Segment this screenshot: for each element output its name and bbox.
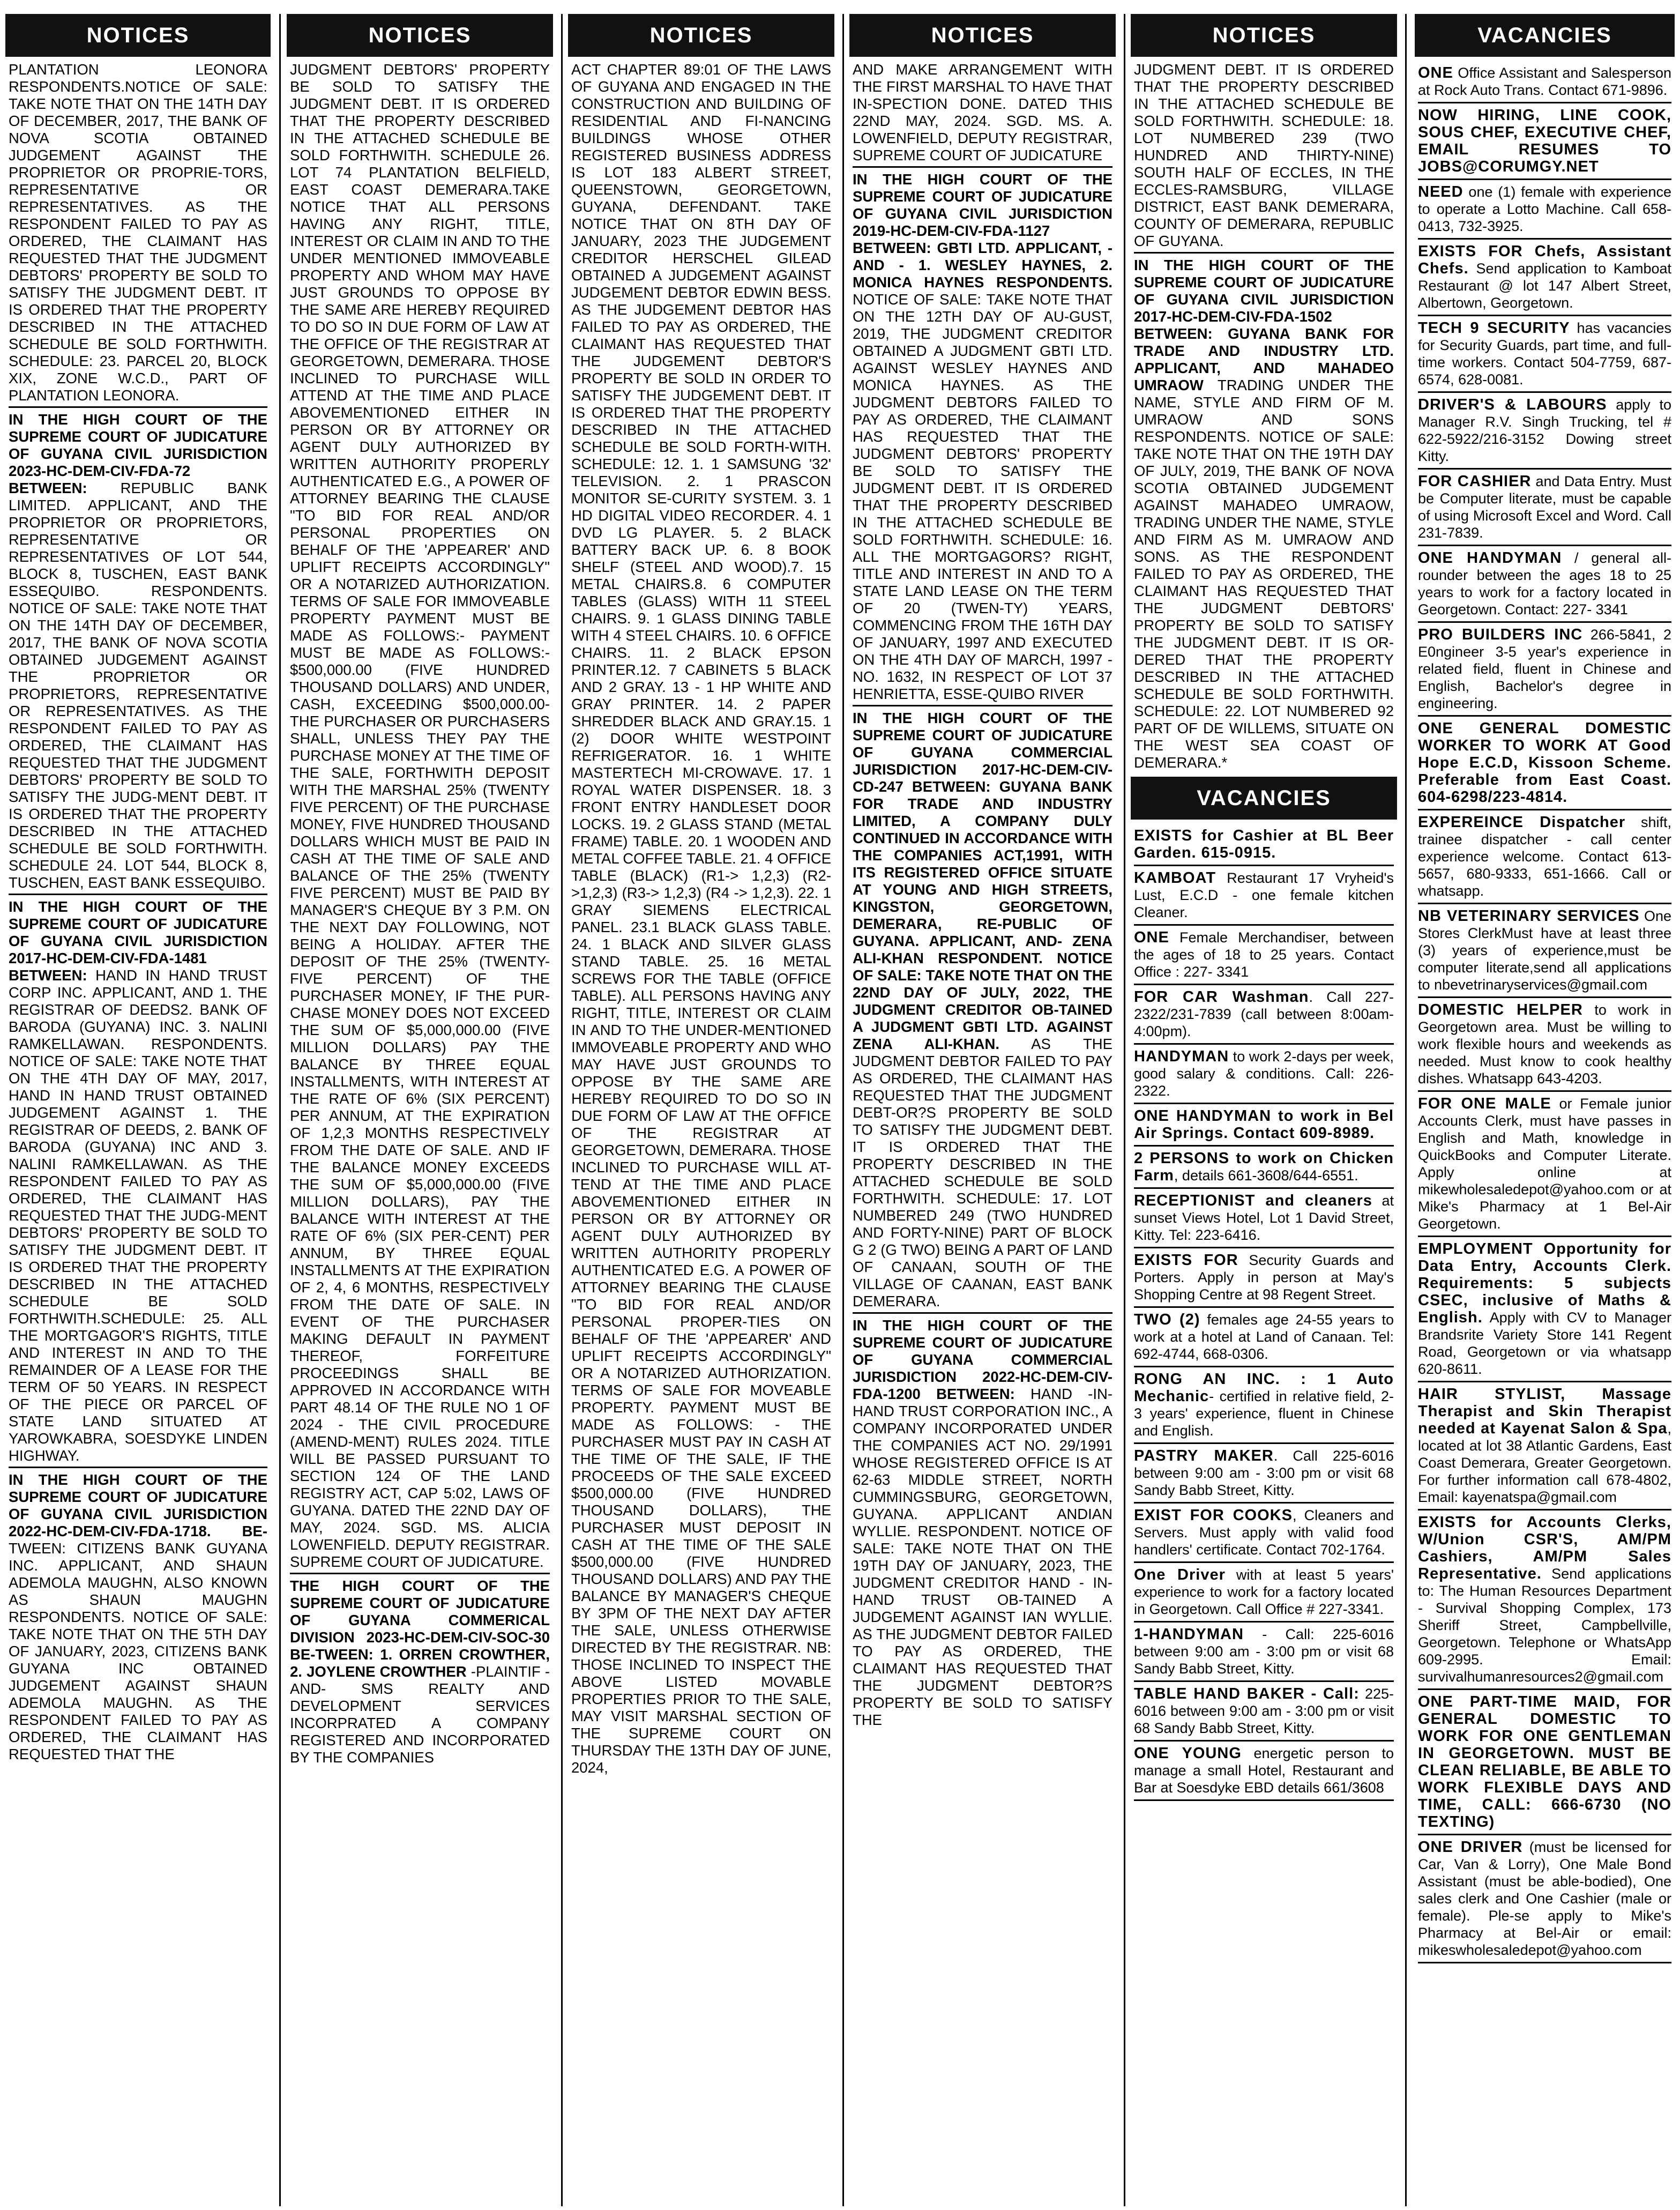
vacancy-ad-lead: EXISTS for Cashier at BL Beer Garden. 615-0915. xyxy=(1134,827,1394,861)
vacancy-ad-lead: ONE PART-TIME MAID, FOR GENERAL DOMESTIC TO WORK FOR ONE GENTLEMAN IN GEORGETOWN. MUST BE CLEAN RELIABLE, BE ABLE TO WORK FLEXIBLE DAYS AND TIME, CALL: 666-6730 (NO TEXTING) xyxy=(1418,1693,1671,1830)
court-notice-heading: THE HIGH COURT OF THE SUPREME COURT OF JUDICATURE OF GUYANA COMMERICAL DIVISION 2023-HC-DEM-CIV-SOC-30 BE-TWEEN: 1. ORREN CROWTHER, 2. JOYLENE CROWTHER xyxy=(290,1577,550,1680)
vacancy-ad xyxy=(1418,393,1671,470)
vacancy-ad-lead: 1-HANDYMAN xyxy=(1134,1626,1244,1643)
vacancy-ad xyxy=(1134,926,1394,985)
vacancy-ad xyxy=(1418,240,1671,316)
notice-text: AND MAKE ARRANGEMENT WITH THE FIRST MARSHAL TO HAVE THAT IN-SPECTION DONE. DATED THIS 22ND MAY, 2024. SGD. MS. A. LOWENFIELD, DEPUTY REGISTRAR, SUPREME COURT OF JUDICATURE xyxy=(853,61,1112,163)
vacancy-ad-body: , details 661-3608/644-6551. xyxy=(1174,1167,1358,1184)
vacancy-ad xyxy=(1418,103,1671,180)
notices-header: NOTICES xyxy=(1131,14,1397,57)
vacancy-ad-lead: ONE xyxy=(1418,64,1453,81)
court-notice-body: HAND -IN-HAND TRUST CORPORATION INC., A COMPANY INCORPORATED UNDER THE COMPANIES ACT NO. 29/1991 WHOSE REGISTERED OFFICE IS AT 62-63 MIDDLE STREET, NORTH CUMMINGSBURG, GEORGETOWN, GUYANA. APPLICANT ANDIAN WYLLIE. RESPONDENT. NOTICE OF SALE: TAKE NOTE THAT ON THE 19TH DAY OF JANUARY, 2023, THE JUDGMENT CREDITOR HAND - IN- HAND TRUST OB-TAINED A JUDGEMENT AGAINST IAN WYLLIE. AS THE JUDGMENT DEBTOR FAILED TO PAY AS ORDERED, THE CLAIMANT HAS REQUESTED THAT THE JUDGMENT DEBTOR?S PROPERTY BE SOLD TO SATISFY THE xyxy=(853,1386,1112,1728)
vacancy-ad-lead: RONG AN INC. : 1 Auto Mechanic xyxy=(1134,1371,1394,1405)
court-notice xyxy=(853,705,1112,1310)
vacancy-ad xyxy=(1418,717,1671,810)
vacancy-ad-lead: PRO BUILDERS INC xyxy=(1418,626,1583,643)
court-notice xyxy=(290,1573,550,1766)
vacancy-ad-body: shift, trainee dispatcher - call center experience welcome. Contact 613-5657, 680-9333, 651-1666. Call or whatsapp. xyxy=(1418,814,1671,899)
vacancy-ad xyxy=(1134,1623,1394,1682)
vacancy-ad-body: Send application to Kamboat Restaurant @ lot 147 Albert Street, Albertown, Georgetown. xyxy=(1418,261,1671,311)
vacancy-ad-body: females age 24-55 years to work at a hotel at Land of Canaan. Tel: 692-4744, 668-0306. xyxy=(1134,1312,1394,1362)
vacancy-ad-body: 225-6016 between 9:00 am - 3:00 pm or visit 68 Sandy Babb Street, Kitty. xyxy=(1134,1686,1394,1736)
vacancy-ad-lead: TWO (2) xyxy=(1134,1311,1200,1328)
vacancy-ad xyxy=(1418,1092,1671,1237)
vacancy-ad-lead: TABLE HAND BAKER - Call: xyxy=(1134,1685,1360,1702)
vacancies-header: VACANCIES xyxy=(1415,14,1675,57)
court-notice-heading: IN THE HIGH COURT OF THE SUPREME COURT OF JUDICATURE OF GUYANA CIVIL JURISDICTION 2017-HC-DEM-CIV-FDA-1502 BETWEEN: GUYANA BANK FOR TRADE AND INDUSTRY LTD. APPLICANT, AND MAHADEO UMRAOW xyxy=(1134,257,1394,393)
vacancy-ad-lead: EXISTS for Accounts Clerks, W/Union CSR'S, AM/PM Cashiers, AM/PM Sales Representative. xyxy=(1418,1514,1671,1582)
notice-text: JUDGMENT DEBT. IT IS ORDERED THAT THE PROPERTY DESCRIBED IN THE ATTACHED SCHEDULE BE SOLD FORTHWITH. SCHEDULE: 18. LOT NUMBERED 239 (TWO HUNDRED AND THIRTY-NINE) SOUTH HALF OF ECCLES, IN THE ECCLES-RAMSBURG, VILLAGE DISTRICT, EAST BANK DEMERARA, COUNTY OF DEMERARA, REPUBLIC OF GUYANA. xyxy=(1134,61,1394,249)
vacancy-ad-body: Office Assistant and Salesperson at Rock Auto Trans. Contact 671-9896. xyxy=(1418,65,1671,98)
vacancy-ad-lead: FOR ONE MALE xyxy=(1418,1095,1551,1112)
vacancy-ad xyxy=(1418,1835,1671,1963)
vacancy-ad-body: energetic person to manage a small Hotel, Restaurant and Bar at Soesdyke EBD details 661/3608 xyxy=(1134,1745,1394,1796)
court-notice-body: AS THE JUDGMENT DEBTOR FAILED TO PAY AS ORDERED, THE CLAIMANT HAS REQUESTED THAT THE JUDGMENT DEBT-OR?S PROPERTY BE SOLD TO SATISFY THE JUDGMENT DEBT. IT IS ORDERED THAT THE PROPERTY DESCRIBED IN THE ATTACHED SCHEDULE BE SOLD FORTHWITH. SCHEDULE: 17. LOT NUMBERED 249 (TWO HUNDRED AND FORTY-NINE) PART OF BLOCK G 2 (G TWO) BEING A PART OF LAND OF CANAAN, SOUTH OF THE VILLAGE OF CAANAN, EAST BANK DEMERARA. xyxy=(853,1036,1112,1309)
court-notice-body: HAND IN HAND TRUST CORP INC. APPLICANT, AND 1. THE REGISTRAR OF DEEDS2. BANK OF BARODA (GUYANA) INC. 3. NALINI RAMKELLAWAN. RESPONDENTS. NOTICE OF SALE: TAKE NOTE THAT ON THE 4TH DAY OF MAY, 2017, HAND IN HAND TRUST OBTAINED JUDGEMENT AGAINST 1. THE REGISTRAR OF DEEDS, 2. BANK OF BARODA (GUYANA) INC AND 3. NALINI RAMKELLAWAN. AS THE RESPONDENT FAILED TO PAY AS ORDERED, THE CLAIMANT HAS REQUESTED THAT THE JUDG-MENT DEBTORS' PROPERTY BE SOLD TO SATISFY THE JUDGMENT DEBT. IT IS ORDERED THAT THE PROPERTY DESCRIBED IN THE ATTACHED SCHEDULE BE SOLD FORTHWITH.SCHEDULE: 25. ALL THE MORTGAGOR'S RIGHTS, TITLE AND INTEREST IN AND TO THE REMAINDER OF A LEASE FOR THE TERM OF 50 YEARS. IN RESPECT OF THE PIECE OR PARCEL OF STATE LAND SITUATED AT YAROWKABRA, SOESDYKE LINDEN HIGHWAY. xyxy=(9,967,267,1464)
vacancy-list xyxy=(1415,61,1675,1963)
vacancy-ad xyxy=(1134,1444,1394,1504)
vacancy-ad-lead: ONE YOUNG xyxy=(1134,1745,1242,1762)
column-divider xyxy=(842,14,844,2206)
vacancy-ad-body: apply to Manager R.V. Singh Trucking, tel # 622-5922/216-3152 Dowing street Kitty. xyxy=(1418,397,1671,464)
court-notice-body: TRADING UNDER THE NAME, STYLE AND FIRM OF M. UMRAOW AND SONS RESPONDENTS. NOTICE OF SALE: TAKE NOTE THAT ON THE 19TH DAY OF JULY, 2019, THE BANK OF NOVA SCOTIA OBTAINED JUDGEMENT AGAINST MAHADEO UMRAOW, TRADING UNDER THE NAME, STYLE AND FIRM AS M. UMRAOW AND SONS. AS THE RESPONDENT FAILED TO PAY AS ORDERED, THE CLAIMANT HAS REQUESTED THAT THE JUDGMENT DEBTORS' PROPERTY BE SOLD TO SATISFY THE JUDGMENT DEBT. IT IS OR-DERED THAT THE PROPERTY DESCRIBED IN THE ATTACHED SCHEDULE BE SOLD FORTHWITH. SCHEDULE: 22. LOT NUMBERED 92 PART OF DE WILLEMS, SITUATE ON THE WEST SEA COAST OF DEMERARA.* xyxy=(1134,377,1394,771)
court-notice-heading: IN THE HIGH COURT OF THE SUPREME COURT OF JUDICATURE OF GUYANA CIVIL JURISDICTION 2019-HC-DEM-CIV-FDA-1127 BETWEEN: GBTI LTD. APPLICANT, -AND - 1. WESLEY HAYNES, 2. MONICA HAYNES RESPONDENTS. xyxy=(853,171,1112,291)
vacancy-ad-body: has vacancies for Security Guards, part time, and full-time workers. Contact 504-7759, 687-6574, 628-0081. xyxy=(1418,320,1671,388)
vacancy-ad xyxy=(1134,1742,1394,1801)
vacancy-ad-body: 266-5841, 2 E0ngineer 3-5 year's experience in related field, fluent in Chinese and English, Bachelor's degree in engineering. xyxy=(1418,627,1671,711)
vacancy-ad xyxy=(1134,1682,1394,1742)
notices-column-3 xyxy=(568,14,834,2206)
vacancy-ad-body: . Call 227-2322/231-7839 (call between 8:00am-4:00pm). xyxy=(1134,989,1394,1039)
vacancy-ad-body: One Stores ClerkMust have at least three (3) years of experience,must be computer literate,send all applications to nbevetrinaryservices@gmail.com xyxy=(1418,908,1671,993)
vacancy-ad-lead: NB VETERINARY SERVICES xyxy=(1418,907,1640,925)
court-notice-body: TWEEN: CITIZENS BANK GUYANA INC. APPLICANT, AND SHAUN ADEMOLA MAUGHN, ALSO KNOWN AS SHAUN MAUGHN RESPONDENTS. NOTICE OF SALE: TAKE NOTE THAT ON THE 5TH DAY OF JANUARY, 2023, CITIZENS BANK GUYANA INC OBTAINED JUDGEMENT AGAINST SHAUN ADEMOLA MAUGHN. AS THE RESPONDENT FAILED TO PAY AS ORDERED, THE CLAIMANT HAS REQUESTED THAT THE xyxy=(9,1540,267,1762)
vacancy-ad-lead: ONE HANDYMAN xyxy=(1418,549,1562,567)
vacancy-ad xyxy=(1418,1237,1671,1382)
court-notice-heading: IN THE HIGH COURT OF THE SUPREME COURT OF JUDICATURE OF GUYANA COMMERCIAL JURISDICTION 2022-HC-DEM-CIV-FDA-1200 BETWEEN: xyxy=(853,1317,1112,1402)
column-divider xyxy=(279,14,281,2206)
notices-column-1 xyxy=(5,14,271,2206)
vacancy-ad-lead: FOR CASHIER xyxy=(1418,473,1532,490)
court-notice xyxy=(853,166,1112,703)
vacancy-ad-body: with at least 5 years' experience to work for a factory located in Georgetown. Call Office # 227-3341. xyxy=(1134,1567,1394,1617)
vacancy-ad-body: Send applications to: The Human Resources Department - Survival Shopping Complex, 173 Sheriff Street, Campbellville, Georgetown. Telephone or WhatsApp 609-2995. Email: survivalhumanresources2@gmail.com xyxy=(1418,1566,1671,1685)
vacancy-ad xyxy=(1418,998,1671,1092)
vacancy-ad xyxy=(1134,985,1394,1045)
vacancy-ad-body: - Call: 225-6016 between 9:00 am - 3:00 pm or visit 68 Sandy Babb Street, Kitty. xyxy=(1134,1626,1394,1677)
notices-header: NOTICES xyxy=(5,14,271,57)
court-notice-heading: IN THE HIGH COURT OF THE SUPREME COURT OF JUDICATURE OF GUYANA CIVIL JURISDICTION 2022-HC-DEM-CIV-FDA-1718. BE- xyxy=(9,1471,267,1539)
vacancy-ad xyxy=(1134,1248,1394,1308)
vacancy-ad-lead: ONE GENERAL DOMESTIC WORKER TO WORK AT Good Hope E.C.D, Kissoon Scheme. Preferable from East Coast. 604-6298/223-4814. xyxy=(1418,720,1671,806)
vacancies-column-6 xyxy=(1415,14,1675,2206)
vacancy-ad-lead: EXISTS FOR xyxy=(1134,1252,1238,1269)
vacancy-ad xyxy=(1418,316,1671,393)
vacancy-ad-lead: EMPLOYMENT Opportunity for Data Entry, Accounts Clerk. Requirements: 5 subjects CSEC, inclusive of Maths & English. xyxy=(1418,1240,1671,1326)
court-notice-heading: IN THE HIGH COURT OF THE SUPREME COURT OF JUDICATURE OF GUYANA CIVIL JURISDICTION 2017-HC-DEM-CIV-FDA-1481 BETWEEN: xyxy=(9,898,267,984)
vacancy-ad-lead: EXISTS FOR Chefs, Assistant Chefs. xyxy=(1418,243,1671,277)
vacancy-ad xyxy=(1418,180,1671,240)
vacancy-ad-lead: EXIST FOR COOKS xyxy=(1134,1507,1293,1524)
vacancy-ad-lead: TECH 9 SECURITY xyxy=(1418,319,1570,337)
court-notice-body: -PLAINTIF -AND- SMS REALTY AND DEVELOPMENT SERVICES INCORPRATED A COMPANY REGISTERED AND INCORPORATED BY THE COMPANIES xyxy=(290,1663,550,1766)
vacancy-ad xyxy=(1134,1147,1394,1189)
court-notice xyxy=(853,1312,1112,1729)
vacancies-header: VACANCIES xyxy=(1131,777,1397,820)
vacancy-ad-body: , Cleaners and Servers. Must apply with valid food handlers' certificate. Contact 702-1764. xyxy=(1134,1507,1394,1558)
notices-vacancies-column-5 xyxy=(1131,14,1397,2206)
vacancy-ad-lead: RECEPTIONIST and cleaners xyxy=(1134,1192,1372,1209)
vacancy-ad xyxy=(1134,1045,1394,1104)
vacancy-ad-lead: KAMBOAT xyxy=(1134,869,1216,887)
vacancy-ad-lead: PASTRY MAKER xyxy=(1134,1447,1274,1464)
notices-header: NOTICES xyxy=(568,14,834,57)
vacancy-ad-body: at sunset Views Hotel, Lot 1 David Street, Kitty. Tel: 223-6416. xyxy=(1134,1193,1394,1243)
vacancy-ad xyxy=(1418,904,1671,998)
vacancy-ad xyxy=(1134,1308,1394,1367)
court-notice xyxy=(1134,252,1394,771)
vacancy-ad xyxy=(1418,1382,1671,1510)
vacancy-ad xyxy=(1134,1189,1394,1248)
vacancy-ad-body: Security Guards and Porters. Apply in person at May's Shopping Centre at 98 Regent Street. xyxy=(1134,1252,1394,1303)
vacancy-ad-lead: HANDYMAN xyxy=(1134,1048,1229,1065)
vacancy-ad-lead: ONE HANDYMAN to work in Bel Air Springs. Contact 609-8989. xyxy=(1134,1107,1394,1142)
vacancy-ad-body: , located at lot 38 Atlantic Gardens, East Coast Demerara, Greater Georgetown. For further information call 678-4802, Email: kayenatspa@gmail.com xyxy=(1418,1420,1671,1505)
vacancy-ad-lead: ONE DRIVER xyxy=(1418,1839,1523,1856)
court-notice-body: NOTICE OF SALE: TAKE NOTE THAT ON THE 12TH DAY OF AU-GUST, 2019, THE JUDGMENT CREDITOR OBTAINED A JUDGMENT GBTI LTD. AGAINST WESLEY HAYNES AND MONICA HAYNES. AS THE JUDGMENT DEBTORS FAILED TO PAY AS ORDERED, THE CLAIMANT HAS REQUESTED THAT THE JUDGMENT DEBTORS' PROPERTY BE SOLD TO SATISFY THE JUDGMENT DEBT. IT IS ORDERED THAT THE PROPERTY DESCRIBED IN THE ATTACHED SCHEDULE BE SOLD FORTHWITH. SCHEDULE: 16. ALL THE MORTGAGORS? RIGHT, TITLE AND INTEREST IN AND TO A STATE LAND LEASE ON THE TERM OF 20 (TWEN-TY) YEARS, COMMENCING FROM THE 16TH DAY OF JANUARY, 1997 AND EXECUTED ON THE 4TH DAY OF MARCH, 1997 - NO. 1632, IN RESPECT OF LOT 37 HENRIETTA, ESSE-QUIBO RIVER xyxy=(853,291,1112,702)
vacancy-ad xyxy=(1418,1510,1671,1690)
vacancy-ad xyxy=(1134,824,1394,866)
vacancy-ad xyxy=(1418,61,1671,103)
vacancy-ad-body: to work in Georgetown area. Must be willing to work flexible hours and weekends as needed. Must know to cook healthy dishes. Whatsapp 643-4203. xyxy=(1418,1002,1671,1087)
vacancy-ad-lead: NEED xyxy=(1418,183,1464,200)
vacancy-ad xyxy=(1418,546,1671,623)
notice-text: ACT CHAPTER 89:01 OF THE LAWS OF GUYANA AND ENGAGED IN THE CONSTRUCTION AND BUILDING OF RESIDENTIAL AND FI-NANCING BUILDINGS WHOSE OTHER REGISTERED BUSINESS ADDRESS IS LOT 183 ALBERT STREET, QUEENSTOWN, GEORGETOWN, GUYANA, DEFENDANT. TAKE NOTICE THAT ON 8TH DAY OF JANUARY, 2023 THE JUDGEMENT CREDITOR HERSCHEL GILEAD OBTAINED A JUDGEMENT AGAINST JUDGEMENT DEBTOR EDWIN BESS. AS THE JUDGEMENT DEBTOR HAS FAILED TO PAY AS ORDERED, THE CLAIMANT HAS REQUESTED THAT THE JUDGEMENT DEBTOR'S PROPERTY BE SOLD IN ORDER TO SATISFY THE JUDGEMENT DEBT. IT IS ORDERED THAT THE PROPERTY DESCRIBED IN THE ATTACHED SCHEDULE BE SOLD FORTH-WITH. SCHEDULE: 12. 1. 1 SAMSUNG '32' TELEVISION. 2. 1 PRASCON MONITOR SE-CURITY SYSTEM. 3. 1 HD DIGITAL VIDEO RECORDER. 4. 1 DVD LG PLAYER. 5. 2 BLACK BATTERY BACK UP. 6. 8 BOOK SHELF (STEEL AND WOOD).7. 15 METAL CHAIRS.8. 6 COMPUTER TABLES (GLASS) WITH 11 STEEL CHAIRS. 9. 1 GLASS DINING TABLE WITH 4 STEEL CHAIRS. 10. 6 OFFICE CHAIRS. 11. 2 BLACK EPSON PRINTER.12. 7 CABINETS 5 BLACK AND 2 GRAY. 13 - 1 HP WHITE AND GRAY PRINTER. 14. 2 PAPER SHREDDER BLACK AND GRAY.15. 1 (2) DOOR WHITE WESTPOINT REFRIGERATOR. 16. 1 WHITE MASTERTECH MI-CROWAVE. 17. 1 ROYAL WATER DISPENSER. 18. 3 FRONT ENTRY HANDLESET DOOR LOCKS. 19. 2 GLASS STAND (METAL FRAME) TABLE. 20. 1 WOODEN AND METAL COFFEE TABLE. 21. 4 OFFICE TABLE (BLACK) (R1-> 1,2,3) (R2->1,2,3) (R3-> 1,2,3) (R4 -> 1,2,3). 22. 1 GRAY SIEMENS ELECTRICAL PANEL. 23.1 BLACK GLASS TABLE. 24. 1 BLACK AND SILVER GLASS STAND TABLE. 25. 16 METAL SCREWS FOR THE TABLE (OFFICE TABLE). ALL PERSONS HAVING ANY RIGHT, TITLE, INTEREST OR CLAIM IN AND TO THE UNDER-MENTIONED IMMOVEABLE PROPERTY AND WHO MAY HAVE JUST GROUNDS TO OPPOSE BY THE SAME ARE HEREBY REQUIRED TO DO SO IN DUE FORM OF LAW AT THE OFFICE OF THE REGISTRAR AT GEORGETOWN, DEMERARA. THOSE INCLINED TO PURCHASE WILL AT-TEND AT THE TIME AND PLACE ABOVEMENTIONED EITHER IN PERSON OR BY ATTORNEY OR AGENT DULY AUTHORIZED BY WRITTEN AUTHORITY PROPERLY AUTHENTICATED E.G. A POWER OF ATTORNEY BEARING THE CLAUSE "TO BID FOR REAL AND/OR PERSONAL PROPER-TIES ON BEHALF OF THE 'APPEARER' AND UPLIFT RECEIPTS ACCORDINGLY" OR A NOTARIZED AUTHORIZATION. TERMS OF SALE FOR MOVEABLE PROPERTY. PAYMENT MUST BE MADE AS FOLLOWS: - THE PURCHASER MUST PAY IN CASH AT THE TIME OF THE SALE, IF THE PROCEEDS OF THE SALE EXCEED $500,000.00 (FIVE HUNDRED THOUSAND DOLLARS), THE PURCHASER MUST DEPOSIT IN CASH AT THE TIME OF THE SALE $500,000.00 (FIVE HUNDRED THOUSAND DOLLARS) AND PAY THE BALANCE BY MANAGER'S CHEQUE BY 3PM OF THE NEXT DAY AFTER THE SALE, UNLESS OTHERWISE DIRECTED BY THE REGISTRAR. NB: THOSE INCLINED TO INSPECT THE ABOVE LISTED MOVABLE PROPERTIES PRIOR TO THE SALE, MAY VISIT MARSHAL SECTION OF THE SUPREME COURT ON THURSDAY THE 13TH DAY OF JUNE, 2024, xyxy=(571,61,831,1776)
vacancy-ad xyxy=(1134,1504,1394,1563)
vacancy-ad xyxy=(1418,623,1671,717)
notice-text: PLANTATION LEONORA RESPONDENTS.NOTICE OF SALE: TAKE NOTE THAT ON THE 14TH DAY OF DECEMBER, 2017, THE BANK OF NOVA SCOTIA OBTAINED JUDGEMENT AGAINST THE PROPRIETOR OR PROPRIE-TORS, REPRESENTATIVE OR REPRESENTATIVES. AS THE RESPONDENT FAILED TO PAY AS ORDERED, THE CLAIMANT HAS REQUESTED THAT THE JUDGMENT DEBTORS' PROPERTY BE SOLD TO SATISFY THE JUDGMENT DEBT. IT IS ORDERED THAT THE PROPERTY DESCRIBED IN THE ATTACHED SCHEDULE BE SOLD FORTHWITH. SCHEDULE: 23. PARCEL 20, BLOCK XIX, ZONE W.C.D., PART OF PLANTATION LEONORA. xyxy=(9,61,267,404)
vacancy-ad-lead: DOMESTIC HELPER xyxy=(1418,1001,1583,1018)
vacancy-ad-body: - certified in relative field, 2-3 years' experience, fluent in Chinese and English. xyxy=(1134,1388,1394,1439)
vacancy-ad-body: Female Merchandiser, between the ages of 18 to 25 years. Contact Office : 227- 3341 xyxy=(1134,929,1394,980)
vacancy-ad-lead: One Driver xyxy=(1134,1566,1226,1583)
vacancy-ad-lead: DRIVER'S & LABOURS xyxy=(1418,396,1607,413)
vacancy-ad-lead: HAIR STYLIST, Massage Therapist and Skin Therapist needed at Kayenat Salon & Spa xyxy=(1418,1386,1671,1437)
vacancy-ad-body: . Call 225-6016 between 9:00 am - 3:00 pm or visit 68 Sandy Babb Street, Kitty. xyxy=(1134,1448,1394,1498)
column-divider xyxy=(561,14,563,2206)
notices-column-4 xyxy=(849,14,1116,2206)
vacancy-list xyxy=(1131,824,1397,1801)
notice-text: JUDGMENT DEBTORS' PROPERTY BE SOLD TO SATISFY THE JUDGMENT DEBT. IT IS ORDERED THAT THE PROPERTY DESCRIBED IN THE ATTACHED SCHEDULE BE SOLD FORTHWITH. SCHEDULE 26. LOT 74 PLANTATION BELFIELD, EAST COAST DEMERARA.TAKE NOTICE THAT ALL PERSONS HAVING ANY RIGHT, TITLE, INTEREST OR CLAIM IN AND TO THE UNDER MENTIONED IMMOVEABLE PROPERTY AND WHOM MAY HAVE JUST GROUNDS TO OPPOSE BY THE SAME ARE HEREBY REQUIRED TO DO SO IN DUE FORM OF LAW AT THE OFFICE OF THE REGISTRAR AT GEORGETOWN, DEMERARA. THOSE INCLINED TO PURCHASE WILL ATTEND AT THE TIME AND PLACE ABOVEMENTIONED EITHER IN PERSON OR BY ATTORNEY OR AGENT DULY AUTHORIZED BY WRITTEN AUTHORITY PROPERLY AUTHENTICATED E.G., A POWER OF ATTORNEY BEARING THE CLAUSE "TO BID FOR REAL AND/OR PERSONAL PROPERTIES ON BEHALF OF THE 'APPEARER' AND UPLIFT RECEIPTS ACCORDINGLY" OR A NOTARIZED AUTHORIZATION. TERMS OF SALE FOR IMMOVEABLE PROPERTY PAYMENT MUST BE MADE AS FOLLOWS:- PAYMENT MUST BE MADE AS FOLLOWS:- $500,000.00 (FIVE HUNDRED THOUSAND DOLLARS) AND UNDER, CASH, EXCEEDING $500,000.00- THE PURCHASER OR PURCHASERS SHALL, UNLESS THEY PAY THE PURCHASE MONEY AT THE TIME OF THE SALE, FORTHWITH DEPOSIT WITH THE MARSHAL 25% (TWENTY FIVE PERCENT) OF THE PURCHASE MONEY, FIVE HUNDRED THOUSAND DOLLARS WHICH MUST BE PAID IN CASH AT THE TIME OF SALE AND BALANCE OF THE 25% (TWENTY FIVE PERCENT) MUST BE PAID BY MANAGER'S CHEQUE BY 3 P.M. ON THE NEXT DAY FOLLOWING, NOT BEING A HOLIDAY. AFTER THE DEPOSIT OF THE 25% (TWENTY-FIVE PERCENT) OF THE PURCHASER MONEY, IF THE PUR-CHASE MONEY DOES NOT EXCEED THE SUM OF $5,000,000.00 (FIVE MILLION DOLLARS) PAY THE BALANCE BY THREE EQUAL INSTALLMENTS, WITH INTEREST AT THE RATE OF 6% (SIX PERCENT) PER ANNUM, AT THE EXPIRATION OF 1,2,3 MONTHS RESPECTIVELY FROM THE DATE OF SALE. AND IF THE BALANCE MONEY EXCEEDS THE SUM OF $5,000,000.00 (FIVE MILLION DOLLARS), PAY THE BALANCE WITH INTEREST AT THE RATE OF 6% (SIX PER-CENT) PER ANNUM, BY THREE EQUAL INSTALLMENTS AT THE EXPIRATION OF 2, 4, 6 MONTHS, RESPECTIVELY FROM THE DATE OF SALE. IN EVENT OF THE PURCHASER MAKING DEFAULT IN PAYMENT THEREOF, FORFEITURE PROCEEDINGS SHALL BE APPROVED IN ACCORDANCE WITH PART 48.14 OF THE RULE NO 1 OF 2024 - THE CIVIL PROCEDURE (AMEND-MENT) RULES 2024. TITLE WILL BE PASSED PURSUANT TO SECTION 124 OF THE LAND REGISTRY ACT, CAP 5:02, LAWS OF GUYANA. DATED THE 22ND DAY OF MAY, 2024. SGD. MS. ALICIA LOWENFIELD. DEPUTY REGISTRAR. SUPREME COURT OF JUDICATURE. xyxy=(290,61,550,1570)
vacancy-ad xyxy=(1134,1104,1394,1147)
court-notice-body: REPUBLIC BANK LIMITED. APPLICANT, AND THE PROPRIETOR OR PROPRIETORS, REPRESENTATIVE OR REPRESENTATIVES OF LOT 544, BLOCK 8, TUSCHEN, EAST BANK ESSEQUIBO. RESPONDENTS. NOTICE OF SALE: TAKE NOTE THAT ON THE 14TH DAY OF DECEMBER, 2017, THE BANK OF NOVA SCOTIA OBTAINED JUDGEMENT AGAINST THE PROPRIETOR OR PROPRIETORS, REPRESENTATIVE OR REPRESENTATIVES. AS THE RESPONDENT FAILED TO PAY AS ORDERED, THE CLAIMANT HAS REQUESTED THAT THE JUDGMENT DEBTORS' PROPERTY BE SOLD TO SATISFY THE JUDG-MENT DEBT. IT IS ORDERED THAT THE PROPERTY DESCRIBED IN THE ATTACHED SCHEDULE BE SOLD FORTHWITH. SCHEDULE 24. LOT 544, BLOCK 8, TUSCHEN, EAST BANK ESSEQUIBO. xyxy=(9,480,267,891)
column-divider xyxy=(1124,14,1125,2206)
court-notice-heading: IN THE HIGH COURT OF THE SUPREME COURT OF JUDICATURE OF GUYANA CIVIL JURISDICTION 2023-HC-DEM-CIV-FDA-72 BETWEEN: xyxy=(9,411,267,496)
vacancy-ad xyxy=(1418,470,1671,546)
vacancy-ad xyxy=(1134,1367,1394,1444)
vacancy-ad-body: and Data Entry. Must be Computer literate, must be capable of using Microsoft Excel and Word. Call 231-7839. xyxy=(1418,473,1671,541)
court-notice xyxy=(9,1467,267,1763)
column-divider xyxy=(1405,14,1407,2206)
vacancy-ad-lead: NOW HIRING, LINE COOK, SOUS CHEF, EXECUTIVE CHEF, EMAIL RESUMES TO JOBS@CORUMGY.NET xyxy=(1418,107,1671,175)
court-notice xyxy=(9,894,267,1464)
vacancy-ad-body: or Female junior Accounts Clerk, must have passes in English and Math, knowledge in QuickBooks and Computer Literate. Apply online at mikewholesaledepot@yahoo.com or at Mike's Pharmacy at 1 Bel-Air Georgetown. xyxy=(1418,1096,1671,1232)
vacancy-ad-body: to work 2-days per week, good salary & conditions. Call: 226-2322. xyxy=(1134,1048,1394,1099)
vacancy-ad xyxy=(1134,1563,1394,1623)
notices-header: NOTICES xyxy=(849,14,1116,57)
court-notice-heading: IN THE HIGH COURT OF THE SUPREME COURT OF JUDICATURE OF GUYANA COMMERCIAL JURISDICTION 2017-HC-DEM-CIV-CD-247 BETWEEN: GUYANA BANK FOR TRADE AND INDUSTRY LIMITED, A COMPANY DULY CONTINUED IN ACCORDANCE WITH THE COMPANIES ACT,1991, WITH ITS REGISTERED OFFICE SITUATE AT YOUNG AND HIGH STREETS, KINGSTON, GEORGETOWN, DEMERARA, RE-PUBLIC OF GUYANA. APPLICANT, AND- ZENA ALI-KHAN RESPONDENT. NOTICE OF SALE: TAKE NOTE THAT ON THE 22ND DAY OF JULY, 2022, THE JUDGMENT CREDITOR OB-TAINED A JUDGMENT GBTI LTD. AGAINST ZENA ALI-KHAN. xyxy=(853,710,1112,1052)
vacancy-ad-body: / general all-rounder between the ages 18 to 25 years to work for a factory located in Georgetown. Contact: 227- 3341 xyxy=(1418,550,1671,617)
vacancy-ad-body: one (1) female with experience to operate a Lotto Machine. Call 658-0413, 732-3925. xyxy=(1418,184,1671,234)
notices-header: NOTICES xyxy=(287,14,553,57)
vacancy-ad-body: Restaurant 17 Vryheid's Lust, E.C.D - one female kitchen Cleaner. xyxy=(1134,870,1394,920)
vacancy-ad xyxy=(1418,1690,1671,1835)
vacancy-ad-body: (must be licensed for Car, Van & Lorry), One Male Bond Assistant (must be able-bodied), One sales clerk and One Cashier (male or female). Ple-se apply to Mike's Pharmacy at Bel-Air or email: mikeswholesaledepot@yahoo.com xyxy=(1418,1839,1671,1958)
court-notice xyxy=(9,406,267,891)
vacancy-ad xyxy=(1134,866,1394,926)
notices-column-2 xyxy=(287,14,553,2206)
vacancy-ad-lead: FOR CAR Washman xyxy=(1134,988,1309,1006)
vacancy-ad-lead: ONE xyxy=(1134,929,1169,946)
vacancy-ad-lead: EXPEREINCE Dispatcher xyxy=(1418,814,1626,831)
vacancy-ad xyxy=(1418,810,1671,904)
vacancy-ad-body: Apply with CV to Manager Brandsrite Variety Store 141 Regent Road, Georgetown or via whatsapp 620-8611. xyxy=(1418,1309,1671,1377)
vacancy-ad-lead: 2 PERSONS to work on Chicken Farm xyxy=(1134,1150,1394,1184)
